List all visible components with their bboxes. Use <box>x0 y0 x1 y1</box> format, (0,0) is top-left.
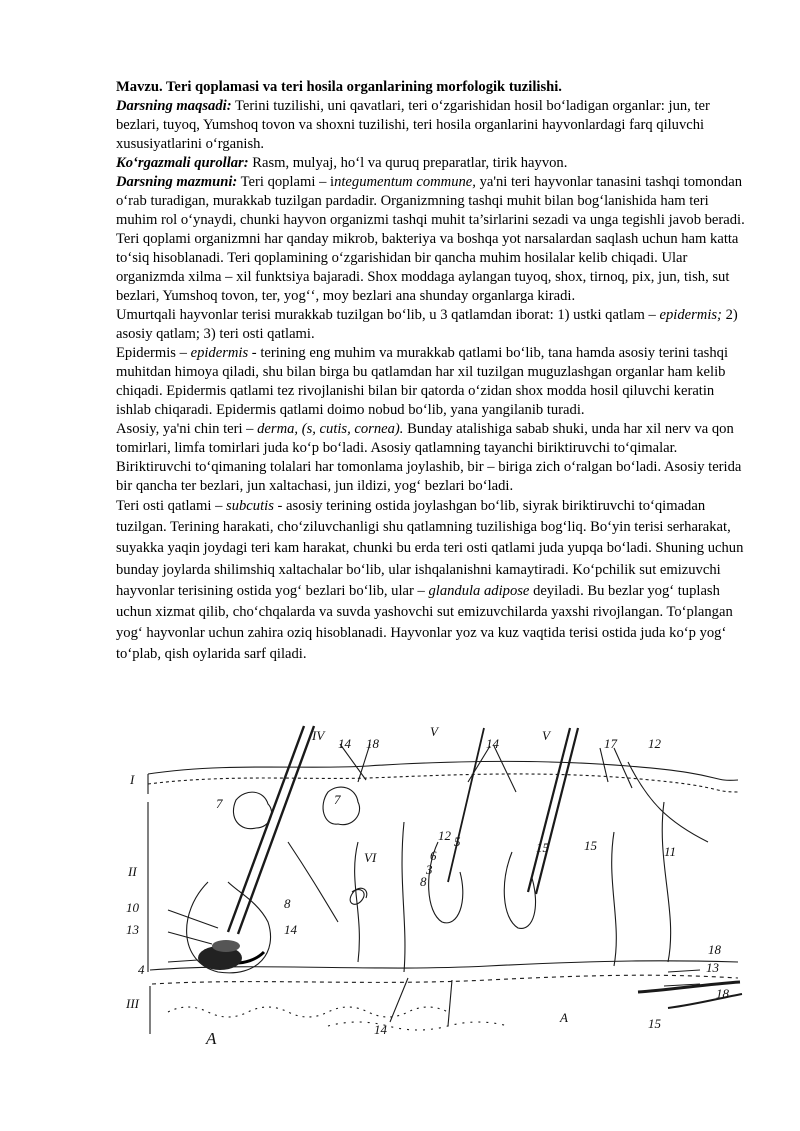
figure-label: 17 <box>604 736 617 751</box>
content-label: Darsning mazmuni: <box>116 174 238 190</box>
figure-label: 7 <box>216 796 223 811</box>
layer-label: II <box>128 864 137 879</box>
objective-paragraph <box>116 97 746 154</box>
materials-paragraph <box>116 154 746 173</box>
figure-labels <box>125 724 730 1048</box>
skin-cross-section-figure <box>108 722 748 1052</box>
figure-label: 14 <box>338 736 351 751</box>
figure-label: 13 <box>706 960 719 975</box>
materials-text: Rasm, mulyaj, hoʻl va quruq preparatlar, tirik hayvon. <box>248 155 568 171</box>
figure-label: 4 <box>138 962 145 977</box>
figure-label: 6 <box>430 848 437 863</box>
subcutis-paragraph: Teri osti qatlami – subcutis - asosiy terining ostida joylashgan boʻlib, siyrak biriktiruvchi toʻqimadan tuzilgan. Terining harakati, choʻziluvchanligi shu qatlamning tuzilishiga bogʻliq. Boʻyin terisi serharakat, suyakka yaqin joydagi teri kam harakat, chunki bu erda teri osti qatlami juda yupqa boʻladi. Shuning uchun bunday joylarda shilimshiq xaltachalar boʻlib, ular ishqalanishni kamaytiradi. Koʻpchilik sut emizuvchi hayvonlar terisining ostida yogʻ bezlari boʻlib, ular – glandula adipose deyiladi. Bu bezlar yogʻ tuplash uchun xizmat qilib, choʻchqalarda va suvda yashovchi sut emizuvchilarda yaxshi rivojlangan. Toʻplangan yogʻ hayvonlar uchun zahira oziq hisoblanadi. Hayvonlar yoz va kuz vaqtida terisi ostida juda koʻp yogʻ toʻplab, qish oylarida sarf qiladi. <box>116 498 744 663</box>
figure-label: A <box>560 1010 568 1025</box>
latin-term: glandula adipose <box>428 582 530 599</box>
figure-label: 3 <box>426 862 433 877</box>
figure-label: 14 <box>486 736 499 751</box>
epidermis-paragraph: Epidermis – epidermis - terining eng muhim va murakkab qatlami boʻlib, tana hamda asosiy terini tashqi muhitdan himoya qiladi, shu bilan birga bu qatlamdan har xil tuzilgan muguzlashgan organlar ham kelib chiqadi. Epidermis qatlami tez rivojlanishi bilan bir qatorda oʻzidan shox modda hosil qiluvchi keratin ishlab chiqaradi. Epidermis qatlami doimo nobud boʻlib, yana yangilanib turadi. <box>116 345 729 418</box>
figure-label: 18 <box>716 986 729 1001</box>
figure-label: 12 <box>438 828 451 843</box>
content-paragraph: Darsning mazmuni: Teri qoplami – integumentum commune, ya'ni teri hayvonlar tanasini tashqi tomondan oʻrab turadigan, murakkab tuzilgan pardadir. Organizmning tashqi muhit bilan bogʻlanishida ham teri muhim rol oʻynaydi, chunki hayvon organizmi tashqi muhit ta’sirlarini sezadi va unga tegishli javob beradi. Teri qoplami organizmni har qanday mikrob, bakteriya va boshqa yot narsalardan saqlash uchun ham katta toʻsiq hisoblanadi. Teri qoplamining oʻzgarishidan bir qancha muhim hosilalar kelib chiqadi. Ular organizmda xilma – xil funktsiya bajaradi. Shox moddaga aylangan tuyoq, shox, tirnoq, pix, jun, tish, sut bezlari, Yumshoq tovon, ter, yogʻʻ, moy bezlari ana shunday organlarga kiradi. <box>116 174 745 304</box>
figure-label: 13 <box>126 922 139 937</box>
objective-label: Darsning maqsadi: <box>116 98 232 114</box>
derma-paragraph: Asosiy, ya'ni chin teri – derma, (s, cutis, cornea). Bunday atalishiga sabab shuki, unda har xil nerv va qon tomirlari, limfa tomirlari juda koʻp boʻladi. Asosiy qatlamning tayanchi biriktiruvchi toʻqimalar. Biriktiruvchi toʻqimaning tolalari har tomonlama joylashib, bir – biriga zich oʻralgan boʻladi. Asosiy terida bir qancha ter bezlari, jun xaltachasi, jun ildizi, yogʻ bezlari boʻladi. <box>116 421 742 494</box>
figure-label: 5 <box>454 834 461 849</box>
materials-label: Koʻrgazmali qurollar: <box>116 155 249 171</box>
latin-term: epidermis; <box>659 307 722 323</box>
figure-label: 15 <box>536 840 549 855</box>
figure-label: A <box>206 1029 217 1048</box>
figure-label: 18 <box>708 942 721 957</box>
figure-label: VI <box>364 850 377 865</box>
figure-label: 15 <box>584 838 597 853</box>
figure-label: 10 <box>126 900 139 915</box>
figure-label: 18 <box>366 736 379 751</box>
layers-paragraph: Umurtqali hayvonlar terisi murakkab tuzilgan boʻlib, u 3 qatlamdan iborat: 1) ustki qatlam – epidermis; 2) asosiy qatlam; 3) teri osti qatlami. <box>116 307 738 342</box>
figure-label: 12 <box>648 736 661 751</box>
figure-label: 8 <box>284 896 291 911</box>
figure-label: 14 <box>284 922 297 937</box>
latin-term: epidermis <box>190 345 249 361</box>
figure-label: V <box>542 728 550 743</box>
figure-drawing <box>148 726 742 1034</box>
figure-label: 7 <box>334 792 341 807</box>
latin-term: derma, (s, cutis, cornea). <box>257 421 404 437</box>
figure-label: 8 <box>420 874 427 889</box>
figure-label: 14 <box>374 1022 387 1037</box>
layer-label: I <box>130 772 135 787</box>
figure-label: IV <box>312 728 325 743</box>
lesson-text <box>116 78 746 666</box>
figure-label: 11 <box>664 844 677 859</box>
latin-term: ntegumentum commune, <box>334 174 476 190</box>
latin-term: subcutis <box>226 498 274 514</box>
layer-label: III <box>126 996 139 1011</box>
objective-text: Terini tuzilishi, uni qavatlari, teri oʻzgarishidan hosil boʻladigan organlar: jun, ter bezlari, tuyoq, Yumshoq tovon va shoxni tuzilishi, teri hosila organlarini hayvonlardagi farq qiluvchi xususiyatlarini oʻrganish. <box>116 98 710 152</box>
lesson-title: Mavzu. Teri qoplamasi va teri hosila organlarining morfologik tuzilishi. <box>116 79 562 95</box>
figure-label: V <box>430 724 438 739</box>
figure-label: 15 <box>648 1016 661 1031</box>
